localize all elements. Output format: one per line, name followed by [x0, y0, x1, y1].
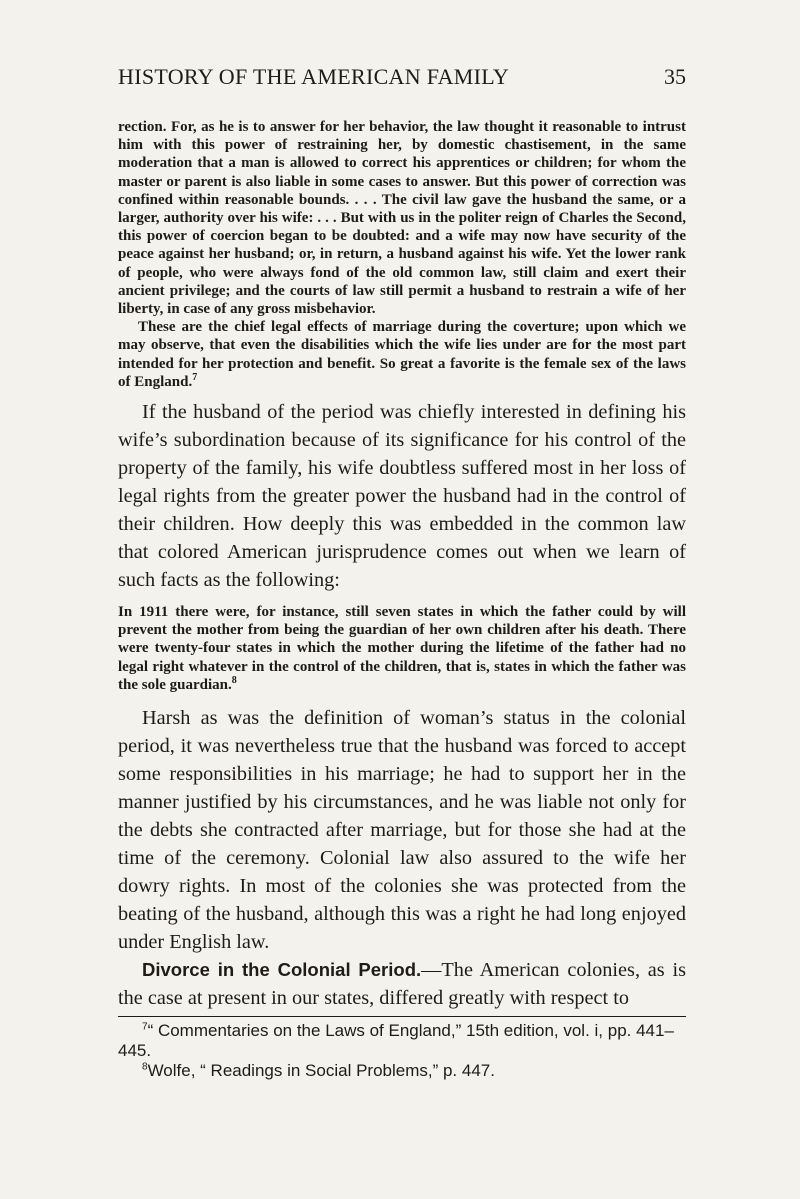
page-number: 35 [664, 64, 686, 89]
paragraph-text: —The American colonies, as is the case at present in our states, differed greatly with respect to [118, 959, 686, 1010]
running-header [118, 64, 686, 94]
body-paragraph [118, 704, 686, 1012]
section-heading: Divorce in the Colonial Period. [142, 959, 422, 981]
quote-text: These are the chief legal effects of marriage during the coverture; upon which we may observe, that even the disabilities which the wife lies under are for the most part intended for her protection and benefit. So great a favorite is the female sex of the laws of England. [118, 319, 686, 390]
footnote-ref: 7 [192, 371, 198, 383]
paragraph-text: Harsh as was the definition of woman’s status in the colonial period, it was nevertheless true that the husband was forced to accept some responsibilities in his marriage; he had to support her in the manner justified by his circumstances, and he was liable not only for the debts she contracted after marriage, but for those she had at the time of the ceremony. Colonial law also assured to the wife her dowry rights. In most of the colonies she was protected from the beating of the husband, although this was a right he had long enjoyed under English law. [118, 707, 686, 954]
block-quote-guardianship [118, 603, 686, 694]
quote-paragraph [118, 318, 686, 391]
footnote-mark: 8 [142, 1061, 148, 1073]
footnote-text: “ Commentaries on the Laws of England,” 15th edition, vol. i, pp. 441–445. [118, 1021, 674, 1061]
quote-paragraph [118, 603, 686, 694]
quote-paragraph: rection. For, as he is to answer for her behavior, the law thought it reasonable to intrust him with this power of restraining her, by domestic chastisement, in the same moderation that a man is allowed to correct his apprentices or children; for whom the master or parent is also liable in some cases to answer. But this power of correction was confined within reasonable bounds. . . . The civil law gave the husband the same, or a larger, authority over his wife: . . . But with us in the politer reign of Charles the Second, this power of coercion began to be doubted: and a wife may now have security of the peace against her husband; or, in return, a husband against his wife. Yet the lower rank of people, who were always fond of the old common law, still claim and exert their ancient privilege; and the courts of law still permit a husband to restrain a wife of her liberty, in case of any gross misbehavior. [118, 119, 686, 318]
paragraph-text: If the husband of the period was chiefly interested in defining his wife’s subordination because of its significance for his control of the property of the family, his wife doubtless suffered most in her loss of legal rights from the greater power the husband had in the control of their children. How deeply this was embedded in the common law that colored American jurisprudence comes out when we learn of such facts as the following: [118, 401, 686, 592]
page-content [118, 118, 686, 1081]
running-title: HISTORY OF THE AMERICAN FAMILY [118, 64, 510, 89]
footnote-7 [118, 1021, 686, 1061]
footnote-text: Wolfe, “ Readings in Social Problems,” p. 447. [147, 1061, 495, 1081]
footnote-8 [118, 1061, 686, 1081]
footnote-ref: 8 [231, 674, 237, 686]
body-paragraph [118, 398, 686, 594]
quote-text: In 1911 there were, for instance, still seven states in which the father could by will prevent the mother from being the guardian of her own children after his death. There were twenty-four states in which the mother during the lifetime of the father had no legal right whatever in the control of the children, that is, states in which the father was the sole guardian. [118, 604, 686, 693]
block-quote-blackstone [118, 118, 686, 391]
footnotes [118, 1021, 686, 1081]
section-paragraph [118, 956, 686, 1012]
footnote-mark: 7 [142, 1021, 148, 1033]
footnote-rule [118, 1016, 686, 1017]
